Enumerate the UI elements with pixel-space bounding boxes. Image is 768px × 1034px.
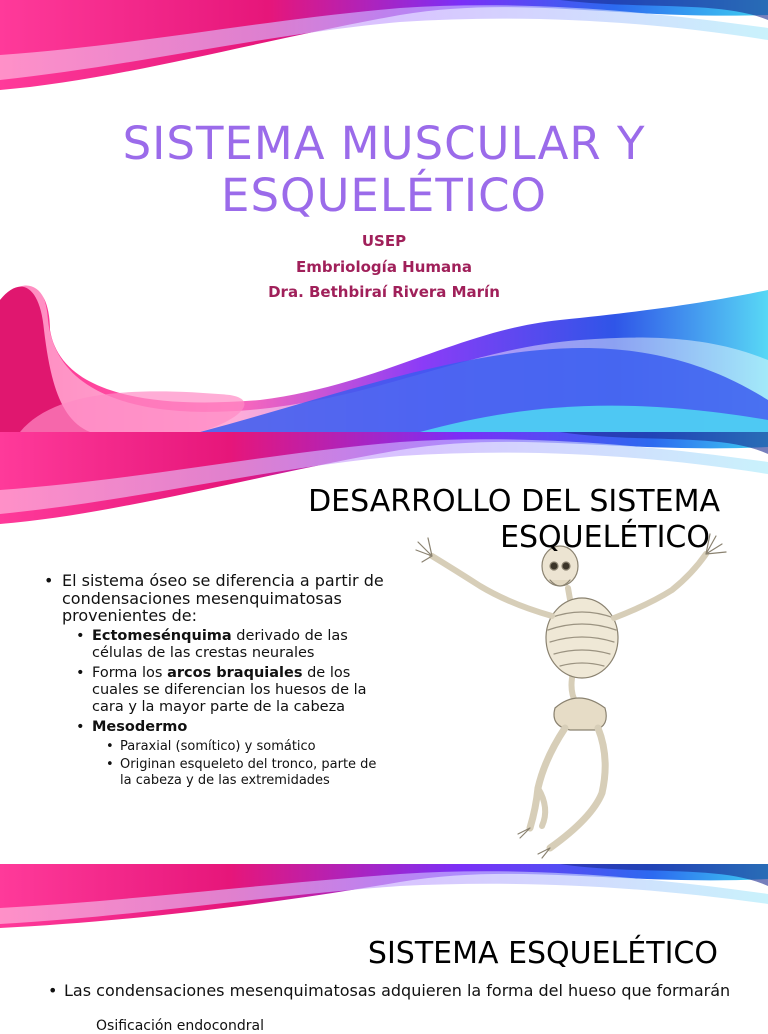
slide-2: [0, 432, 768, 864]
bullet-list: [44, 572, 384, 791]
bullet-paraxial: • Paraxial (somítico) y somático: [106, 739, 384, 755]
slide-3: [0, 864, 768, 1034]
slide-title: SISTEMA ESQUELÉTICO: [367, 936, 718, 971]
subtitle-university: USEP: [361, 232, 407, 250]
subtitle-course: Embriología Humana: [296, 257, 472, 276]
bullet-main: • El sistema óseo se diferencia a partir de condensaciones mesenquimatosas provenientes de:: [44, 572, 384, 625]
title-line-2: ESQUELÉTICO: [221, 169, 547, 222]
skeleton-image: [410, 508, 740, 858]
slide-title: [260, 484, 720, 556]
title-line-1: SISTEMA MUSCULAR Y: [122, 117, 646, 170]
presentation-title: [0, 118, 768, 222]
bullet-next-fragment: Osificación endocondral: [96, 1018, 264, 1034]
bullet-originan: • Originan esqueleto del tronco, parte de la cabeza y de las extremidades: [106, 757, 384, 788]
bullet-mesodermo: • Mesodermo: [76, 719, 384, 736]
subtitle-author: Dra. Bethbiraí Rivera Marín: [268, 283, 500, 301]
presentation-subtitle: [0, 229, 768, 306]
bullet-condensaciones: • Las condensaciones mesenquimatosas adquieren la forma del hueso que formarán: [48, 981, 744, 1000]
title-line-2: ESQUELÉTICO: [500, 520, 710, 555]
slide-1: [0, 0, 768, 432]
title-line-1: DESARROLLO DEL SISTEMA: [308, 484, 720, 519]
bullet-ectomesenquima: • Ectomesénquima derivado de las células de las crestas neurales: [76, 628, 384, 662]
bullet-arcos: • Forma los arcos braquiales de los cuales se diferencian los huesos de la cara y la mayor parte de la cabeza: [76, 665, 384, 716]
